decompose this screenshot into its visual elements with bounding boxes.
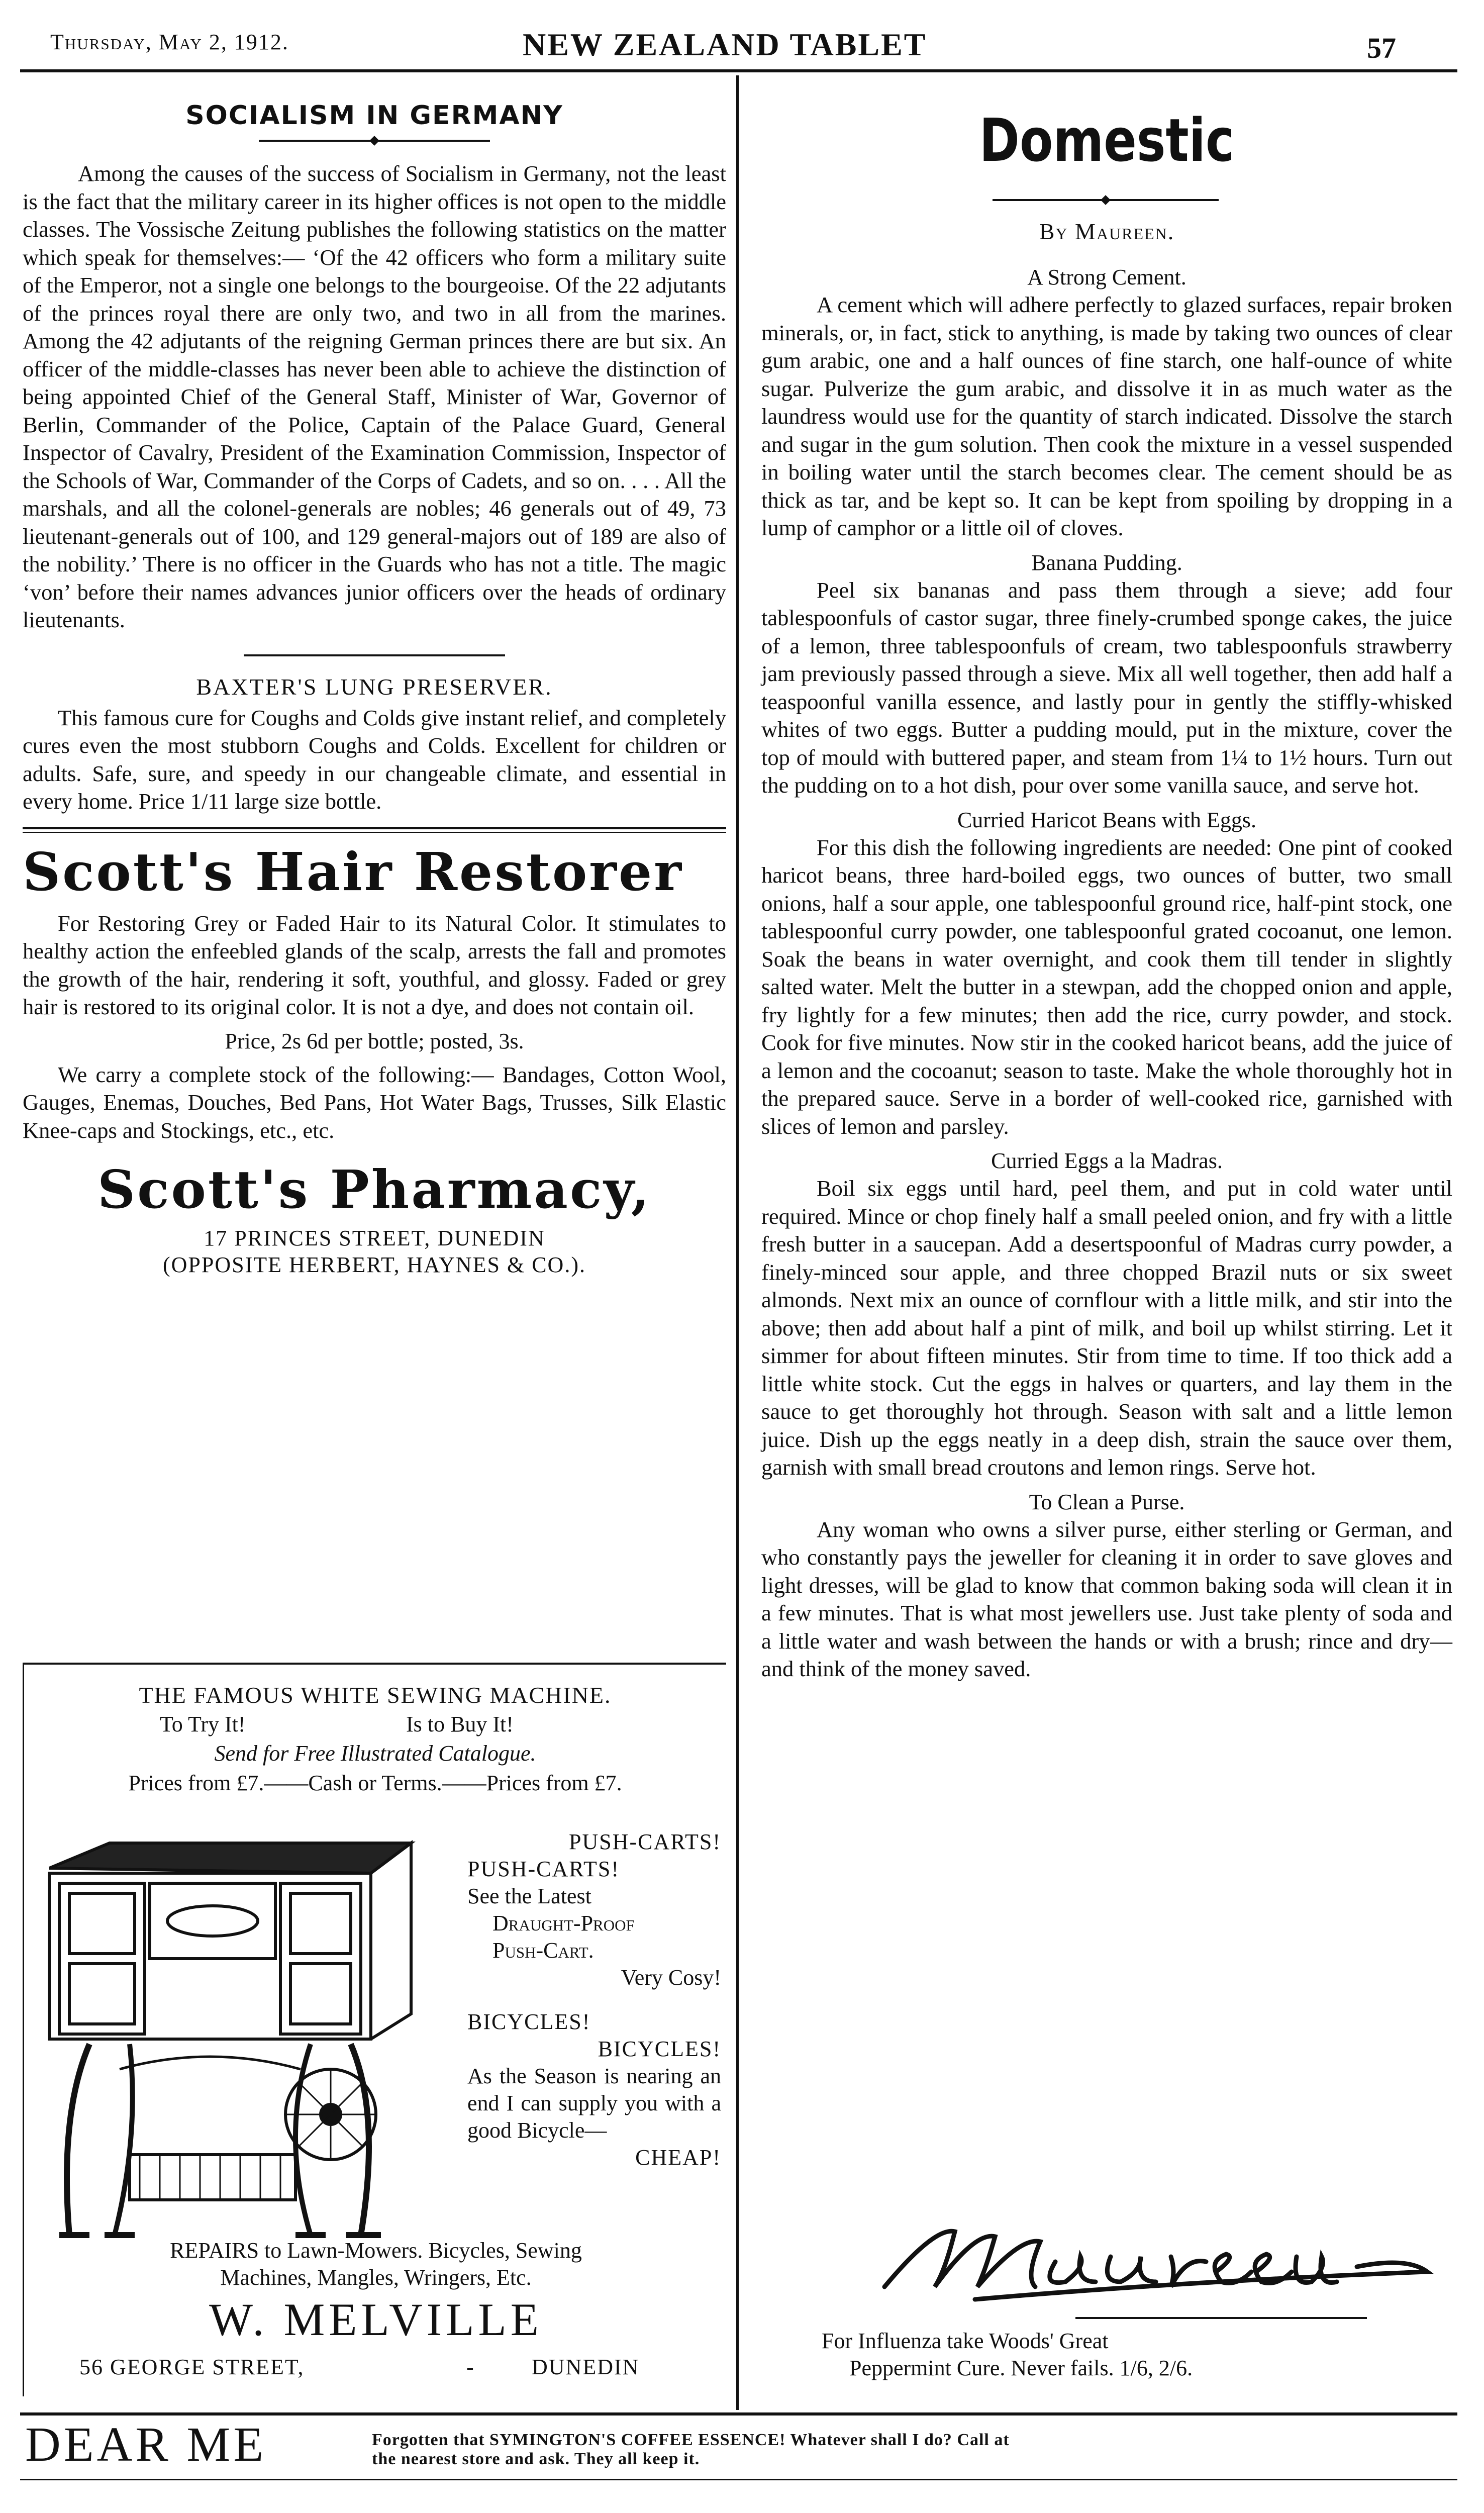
- recipe-body: Boil six eggs until hard, peel them, and put in cold water until required. Mince or chop finely half a small peeled onion, and fry with a little fresh butter in a saucepan. Add a desertspoonful of Madras curry powder, a finely-minced sour apple, and three chopped Brazil nuts or six sweet almonds. Next mix an ounce of cornflour with a little milk, and stir into the above; then add about half a pint of milk, and boil up whilst stirring. Let it simmer for about fifteen minutes. Stir from time to time. If too thick add a little white stock. Cut the eggs in halves or quarters, and lay them in the sauce to get thoroughly hot through. Season with salt and a little lemon juice. Dish up the eggs neatly in a deep dish, strain the sauce over them, garnish with small bread croutons and lemon rings. Serve hot.: [761, 1176, 1452, 1480]
- header-rule: [20, 69, 1457, 72]
- scotts-top-rule: [23, 816, 726, 836]
- melville-name: W. MELVILLE: [209, 2294, 543, 2345]
- footer-rule-bottom: [20, 2479, 1457, 2480]
- woods-line1: For Influenza take Woods' Great: [822, 2329, 1109, 2353]
- draught-proof: Draught-Proof: [492, 1911, 635, 1936]
- repairs-2: Machines, Mangles, Wringers, Etc.: [220, 2265, 532, 2290]
- scotts-address2: (OPPOSITE HERBERT, HAYNES & CO.).: [163, 1252, 586, 1277]
- column-divider: [736, 75, 739, 2410]
- recipe-heading: A Strong Cement.: [1027, 265, 1186, 289]
- recipe-haricot: [761, 807, 1452, 1141]
- recipe-body: Peel six bananas and pass them through a sieve; add four tablespoonfuls of castor sugar, three finely-crumbed sponge cakes, the juice of a lemon, three tablespoonfuls of cream, two tablespoonfuls strawberry jam previously passed through a sieve. Mix all well together, then add half a teaspoonful vanilla essence, and lastly pour in gently the stiffly-whisked whites of two eggs. Butter a pudding mould, put in the mixture, cover the top of mould with buttered paper, and steam from 1¼ to 1½ hours. Turn out the pudding on to a hot dish, pour over some vanilla sauce, and serve hot.: [761, 577, 1452, 798]
- see-latest: See the Latest: [467, 1884, 591, 1908]
- pushcarts-2: PUSH-CARTS!: [467, 1857, 620, 1881]
- recipe-body: Any woman who owns a silver purse, either sterling or German, and who constantly pays the jeweller for cleaning it in order to save gloves and light dresses, will be glad to know that common baking soda will clean it in a few minutes. That is what most jewellers use. Just take plenty of soda and a little water and wash between the hands or with a brush; rince and dry—and think of the money saved.: [761, 1516, 1452, 1681]
- cheap: CHEAP!: [635, 2145, 721, 2170]
- sewing-catalogue: Send for Free Illustrated Catalogue.: [214, 1741, 536, 1766]
- sewing-box: [23, 1663, 726, 2396]
- season-text: As the Season is nearing an end I can supply you with a good Bicycle—: [467, 2064, 721, 2143]
- sewing-buy: Is to Buy It!: [406, 1712, 514, 1736]
- sewing-try: To Try It!: [160, 1712, 246, 1736]
- recipe-heading: Banana Pudding.: [1031, 550, 1182, 575]
- dear-me: DEAR ME: [25, 2418, 267, 2472]
- pushcarts-block: [467, 1828, 721, 2171]
- socialism-ornament: [23, 131, 726, 151]
- recipe-body: For this dish the following ingredients are needed: One pint of cooked haricot beans, three hard-boiled eggs, two ounces of butter, two small onions, half a sour apple, one tablespoonful ground rice, half-pint stock, one tablespoonful curry powder, one tablespoonful grated cocoanut, one lemon. Soak the beans in water overnight, and cook them till tender in slightly salted water. Melt the butter in a stewpan, add the chopped onion and apple, fry lightly for a few minutes; then add the rice, curry powder, and stock. Cook for five minutes. Now stir in the cooked haricot beans, add the juice of a lemon and the cocoanut; season to taste. Make the whole thoroughly hot in the prepared sauce. Serve in a border of well-cooked rice, garnished with slices of lemon and parsley.: [761, 834, 1452, 1139]
- push-cart: Push-Cart.: [492, 1938, 594, 1963]
- domestic-ornament: [761, 190, 1452, 210]
- baxter-rule: [23, 634, 726, 664]
- footer-line1: Forgotten that SYMINGTON'S COFFEE ESSENCE! Whatever shall I do? Call at: [372, 2431, 1010, 2449]
- right-column: [761, 75, 1452, 1683]
- scotts-stock: We carry a complete stock of the following:— Bandages, Cotton Wool, Gauges, Enemas, Douches, Bed Pans, Hot Water Bags, Trusses, Silk Elastic Knee-caps and Stockings, etc., etc.: [23, 1061, 726, 1143]
- baxter-title: BAXTER'S LUNG PRESERVER.: [196, 673, 553, 700]
- page-number: 57: [1367, 32, 1396, 64]
- very-cosy: Very Cosy!: [621, 1965, 721, 1990]
- recipe-heading: To Clean a Purse.: [1029, 1489, 1185, 1514]
- sewing-try-row: [24, 1711, 726, 1741]
- footer-rule-top: [20, 2412, 1457, 2415]
- pushcarts-1: PUSH-CARTS!: [569, 1829, 721, 1854]
- masthead: NEW ZEALAND TABLET: [523, 27, 927, 62]
- scotts-body: For Restoring Grey or Faded Hair to its Natural Color. It stimulates to healthy action the enfeebled glands of the scalp, arrests the fall and promotes the growth of the hair, rendering it soft, youthful, and glossy. Faded or grey hair is restored to its original color. It is not a dye, and does not contain oil.: [23, 910, 726, 1019]
- recipe-body: A cement which will adhere perfectly to glazed surfaces, repair broken minerals, or, in fact, stick to anything, is made by taking two ounces of clear gum arabic, one and a half ounces of fine starch, one half-ounce of white sugar. Pulverize the gum arabic, and dissolve it in as much water as the laundress would use for the quantity of starch indicated. Dissolve the starch and sugar in the gum solution. Then cook the mixture in a vessel suspended in boiling water until the starch becomes clear. The cement should be as thick as tar, and be kept so. It can be kept from spoiling by dropping in a lump of camphor or a little oil of cloves.: [761, 292, 1452, 540]
- baxter-body: This famous cure for Coughs and Colds give instant relief, and completely cures even the most stubborn Coughs and Colds. Excellent for children or adults. Safe, sure, and speedy in our changeable climate, and essential in every home. Price 1/11 large size bottle.: [23, 705, 726, 814]
- left-column: [23, 75, 726, 1278]
- recipe-heading: Curried Eggs a la Madras.: [991, 1148, 1223, 1173]
- scotts-address1: 17 PRINCES STREET, DUNEDIN: [204, 1226, 545, 1250]
- sewing-prices: Prices from £7.——Cash or Terms.——Prices from £7.: [128, 1771, 622, 1795]
- recipe-heading: Curried Haricot Beans with Eggs.: [957, 807, 1257, 832]
- scotts-pharmacy: Scott's Pharmacy,: [97, 1158, 651, 1220]
- scotts-price: Price, 2s 6d per bottle; posted, 3s.: [225, 1028, 524, 1053]
- repairs-1: REPAIRS to Lawn-Mowers. Bicycles, Sewing: [170, 2238, 582, 2263]
- recipe-banana: [761, 549, 1452, 800]
- woods-rule: [1075, 2317, 1367, 2319]
- recipe-purse: [761, 1489, 1452, 1683]
- melville-street: 56 GEORGE STREET,: [79, 2355, 305, 2379]
- domestic-title: Domestic: [979, 106, 1235, 175]
- issue-date: Thursday, May 2, 1912.: [50, 30, 289, 54]
- footer-line2: the nearest store and ask. They all keep it.: [372, 2450, 700, 2468]
- melville-city: DUNEDIN: [532, 2355, 640, 2379]
- bicycles-2: BICYCLES!: [598, 2037, 721, 2061]
- recipe-eggs: [761, 1147, 1452, 1482]
- scotts-title: Scott's Hair Restorer: [23, 840, 683, 903]
- socialism-title: SOCIALISM IN GERMANY: [185, 101, 563, 131]
- recipe-cement: [761, 264, 1452, 542]
- woods-line2: Peppermint Cure. Never fails. 1/6, 2/6.: [849, 2356, 1193, 2380]
- domestic-byline: By Maureen.: [1039, 219, 1175, 244]
- sewing-machine-illustration: [29, 1833, 431, 2250]
- sewing-title: THE FAMOUS WHITE SEWING MACHINE.: [139, 1682, 612, 1708]
- socialism-body: Among the causes of the success of Socialism in Germany, not the least is the fact that the military career in its higher offices is not open to the middle classes. The Vossische Zeitung publishes the following statistics on the matter which speak for themselves:— ‘Of the 42 officers who form a military suite of the Emperor, not a single one belongs to the bourgeoise. Of the 22 adjutants of the princes royal there are only two, and two in all from the marines. Among the 42 adjutants of the reigning German princes there are but six. An officer of the middle-classes has never been able to achieve the distinction of being appointed Chief of the General Staff, Minister of War, Governor of Berlin, Commander of the Police, Captain of the Palace Guard, General Inspector of Cavalry, President of the Examination Commission, Inspector of the Schools of War, Commander of the Corps of Cadets, and so on. . . . All the marshals, and all the colonel-generals are nobles; 46 generals out of 49, 73 lieutenant-generals out of 100, and 129 general-majors out of 189 are also of the nobility.’ There is no officer in the Guards who has not a title. The magic ‘von’ before their names advances junior officers over the heads of ordinary lieutenants.: [23, 161, 726, 632]
- melville-dash: -: [466, 2355, 474, 2379]
- bicycles-1: BICYCLES!: [467, 2009, 591, 2034]
- maureen-signature: [874, 2211, 1437, 2302]
